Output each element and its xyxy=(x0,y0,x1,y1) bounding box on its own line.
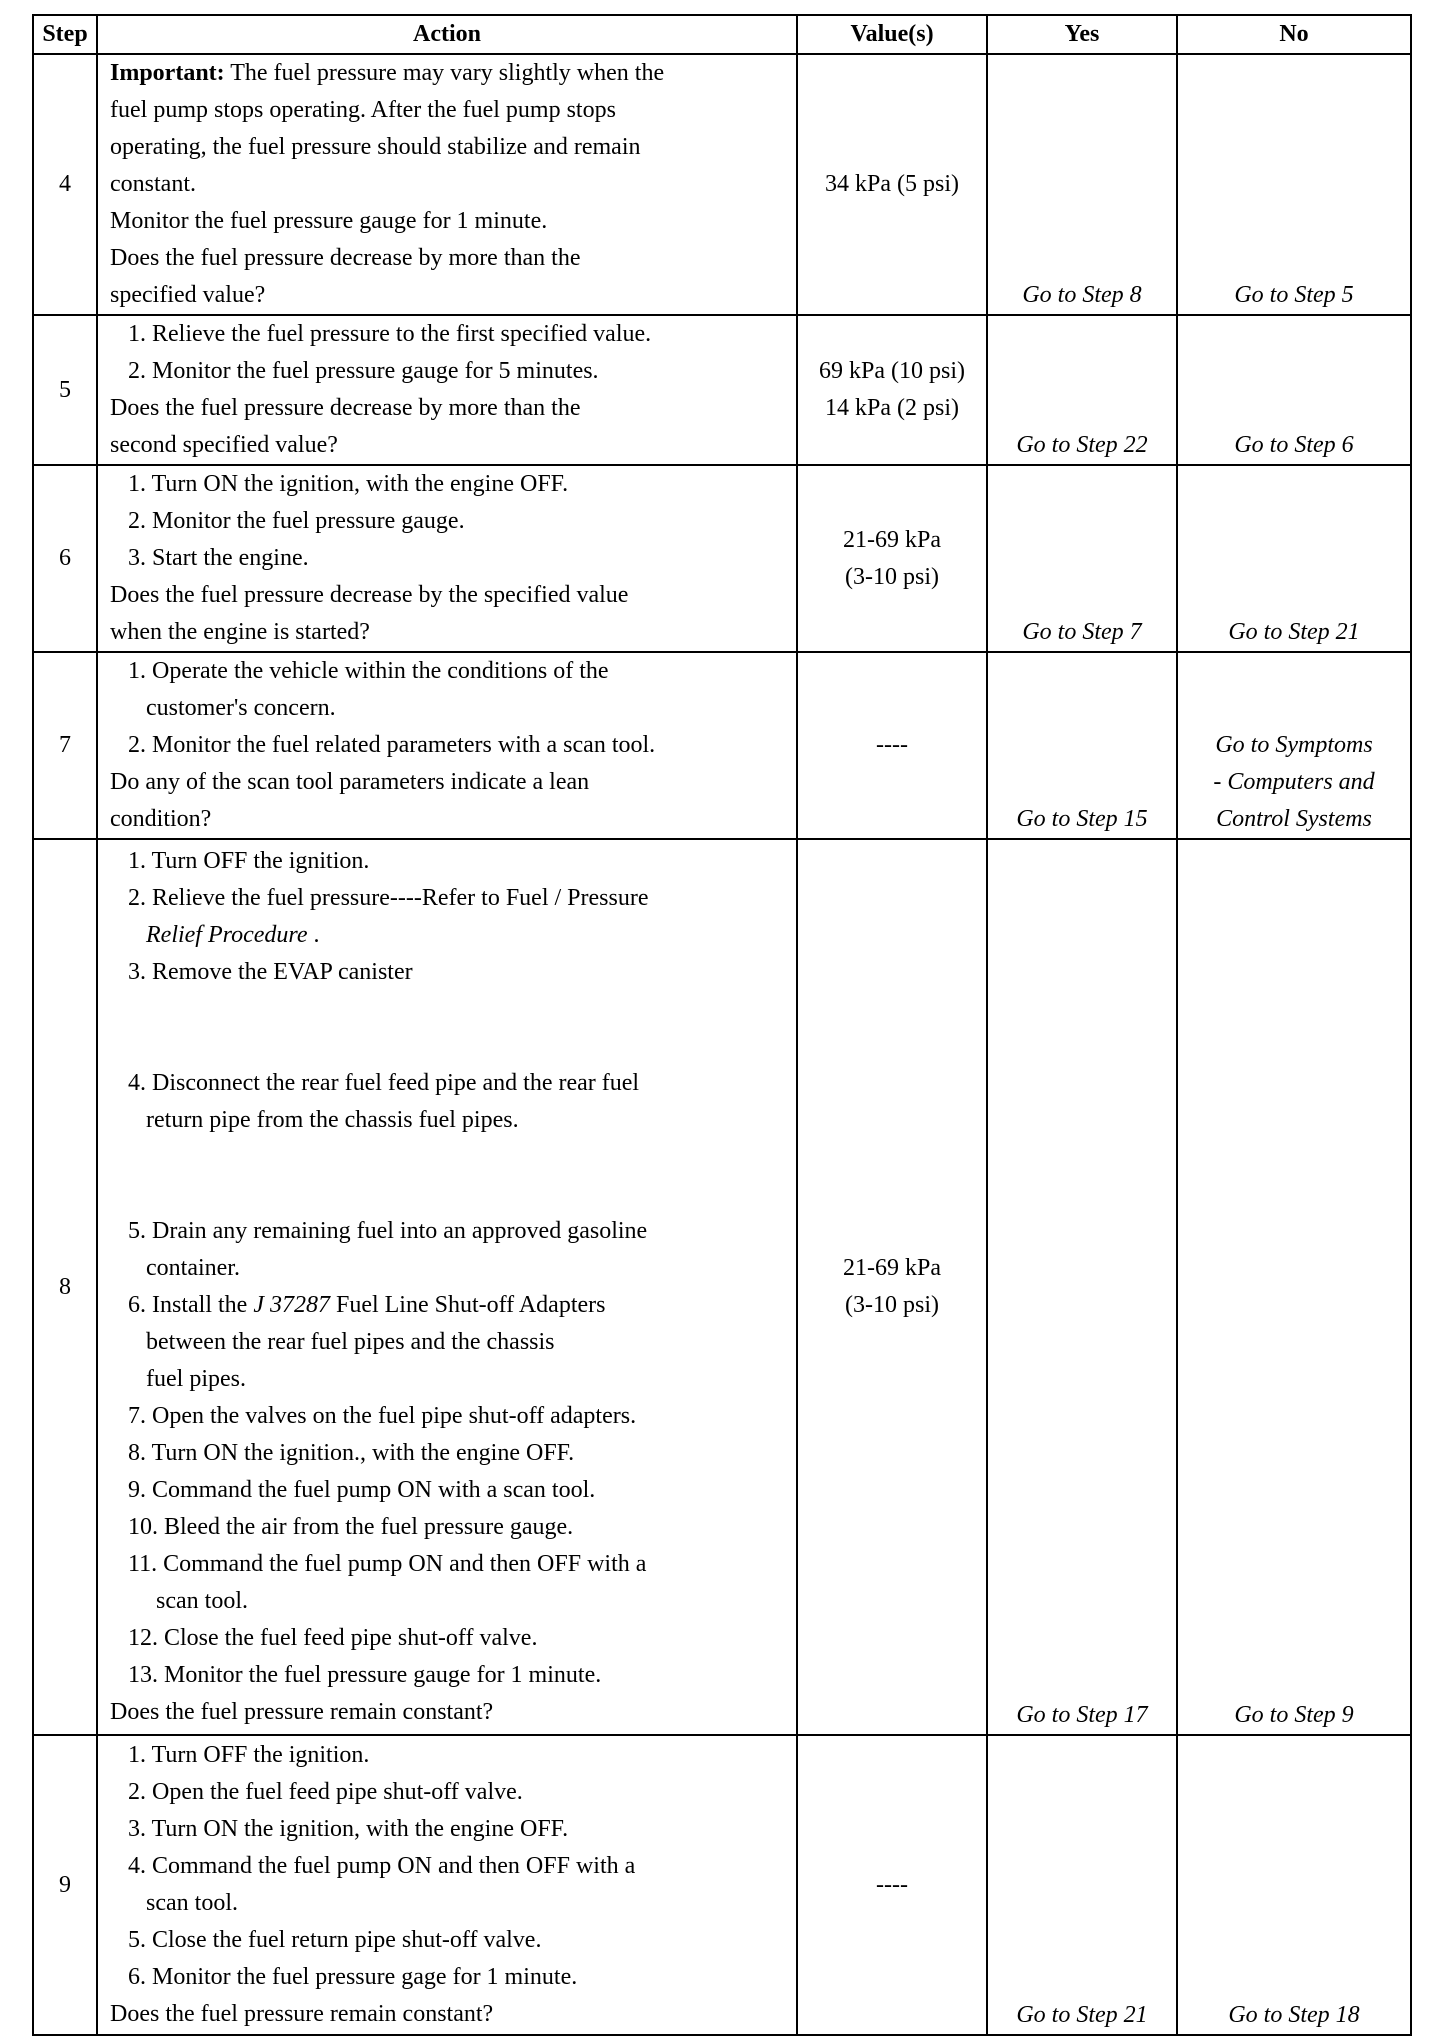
value-line: 14 kPa (2 psi) xyxy=(825,395,959,421)
action-line: 1. Operate the vehicle within the conditions of the xyxy=(128,658,609,684)
action-line: scan tool. xyxy=(156,1588,248,1614)
action-line: constant. xyxy=(110,171,196,197)
spacer xyxy=(110,1139,784,1213)
value-line: (3-10 psi) xyxy=(845,563,939,590)
action-line: Relief Procedure . xyxy=(146,922,320,948)
action-line: when the engine is started? xyxy=(110,619,370,645)
step-number: 9 xyxy=(33,1735,97,2035)
action-line: 2. Open the fuel feed pipe shut-off valve. xyxy=(128,1779,523,1805)
action-line: 2. Monitor the fuel pressure gauge. xyxy=(128,508,465,534)
value-line: 69 kPa (10 psi) xyxy=(819,358,965,384)
action-line: 3. Turn ON the ignition, with the engine OFF. xyxy=(128,1816,569,1842)
action-cell xyxy=(97,54,797,315)
action-line: 9. Command the fuel pump ON with a scan tool. xyxy=(128,1477,596,1503)
action-line: 1. Turn OFF the ignition. xyxy=(128,848,370,874)
step-number: 7 xyxy=(33,652,97,839)
action-line: 2. Monitor the fuel pressure gauge for 5 minutes. xyxy=(128,358,599,384)
no-cell: Go to Step 9 xyxy=(1177,839,1411,1735)
step-number: 4 xyxy=(33,54,97,315)
action-line: Does the fuel pressure decrease by more than the xyxy=(110,395,581,421)
value-line: 21-69 kPa xyxy=(843,1255,941,1281)
no-line: - Computers and xyxy=(1213,769,1375,795)
yes-cell: Go to Step 22 xyxy=(987,315,1177,465)
action-line: specified value? xyxy=(110,282,266,308)
action-line: 8. Turn ON the ignition., with the engine OFF. xyxy=(128,1440,575,1466)
value-line: 21-69 kPa xyxy=(843,526,941,553)
action-line: 1. Relieve the fuel pressure to the first specified value. xyxy=(128,321,652,347)
yes-cell: Go to Step 7 xyxy=(987,465,1177,652)
action-line: fuel pump stops operating. After the fuel pump stops xyxy=(110,97,616,123)
action-line: 2. Monitor the fuel related parameters with a scan tool. xyxy=(128,732,656,758)
yes-cell: Go to Step 15 xyxy=(987,652,1177,839)
value-line: (3-10 psi) xyxy=(845,1292,939,1318)
value-cell xyxy=(797,839,987,1735)
action-line: 6. Install the J 37287 Fuel Line Shut-off Adapters xyxy=(128,1292,606,1318)
action-line: second specified value? xyxy=(110,432,338,458)
action-line: customer's concern. xyxy=(146,695,336,721)
action-line: return pipe from the chassis fuel pipes. xyxy=(146,1107,519,1133)
action-line: 7. Open the valves on the fuel pipe shut-off adapters. xyxy=(128,1403,637,1429)
header-row xyxy=(33,15,1411,54)
header-action: Action xyxy=(97,15,797,54)
value-cell xyxy=(797,315,987,465)
action-line: between the rear fuel pipes and the chassis xyxy=(146,1329,555,1355)
action-line: Does the fuel pressure remain constant? xyxy=(110,1699,494,1725)
value-cell: ---- xyxy=(797,652,987,839)
action-line: 10. Bleed the air from the fuel pressure gauge. xyxy=(128,1514,574,1540)
action-line: 13. Monitor the fuel pressure gauge for 1 minute. xyxy=(128,1662,602,1688)
action-line: 1. Turn ON the ignition, with the engine OFF. xyxy=(128,471,569,497)
action-line: scan tool. xyxy=(146,1890,238,1916)
action-line: 3. Start the engine. xyxy=(128,545,309,571)
yes-cell: Go to Step 21 xyxy=(987,1735,1177,2035)
action-line: 12. Close the fuel feed pipe shut-off valve. xyxy=(128,1625,538,1651)
no-line: Control Systems xyxy=(1216,806,1372,832)
value-cell: 34 kPa (5 psi) xyxy=(797,54,987,315)
action-line: 5. Drain any remaining fuel into an approved gasoline xyxy=(128,1218,648,1244)
no-line: Go to Symptoms xyxy=(1215,732,1373,758)
action-line: 6. Monitor the fuel pressure gage for 1 minute. xyxy=(128,1964,578,1990)
action-line: Monitor the fuel pressure gauge for 1 minute. xyxy=(110,208,548,234)
header-yes: Yes xyxy=(987,15,1177,54)
action-line: container. xyxy=(146,1255,240,1281)
no-cell xyxy=(1177,652,1411,839)
yes-cell: Go to Step 17 xyxy=(987,839,1177,1735)
step-row-7 xyxy=(33,652,1411,839)
action-cell xyxy=(97,1735,797,2035)
action-line: condition? xyxy=(110,806,212,832)
action-line: Do any of the scan tool parameters indicate a lean xyxy=(110,769,590,795)
action-line: operating, the fuel pressure should stabilize and remain xyxy=(110,134,641,160)
action-cell xyxy=(97,315,797,465)
step-row-5 xyxy=(33,315,1411,465)
value-cell xyxy=(797,465,987,652)
action-line: Does the fuel pressure remain constant? xyxy=(110,2001,494,2027)
action-line: 2. Relieve the fuel pressure----Refer to Fuel / Pressure xyxy=(128,885,649,911)
step-number: 8 xyxy=(33,839,97,1735)
action-cell xyxy=(97,652,797,839)
action-line: fuel pipes. xyxy=(146,1366,246,1392)
step-number: 6 xyxy=(33,465,97,652)
action-line: Does the fuel pressure decrease by the specified value xyxy=(110,582,629,608)
action-line: 11. Command the fuel pump ON and then OFF with a xyxy=(128,1551,647,1577)
spacer xyxy=(110,991,784,1065)
step-row-8 xyxy=(33,839,1411,1735)
step-row-9 xyxy=(33,1735,1411,2035)
action-cell xyxy=(97,465,797,652)
yes-cell: Go to Step 8 xyxy=(987,54,1177,315)
action-line: 4. Disconnect the rear fuel feed pipe and the rear fuel xyxy=(128,1070,640,1096)
no-cell: Go to Step 18 xyxy=(1177,1735,1411,2035)
step-number: 5 xyxy=(33,315,97,465)
action-line: 3. Remove the EVAP canister xyxy=(128,959,413,985)
action-line: Does the fuel pressure decrease by more than the xyxy=(110,245,581,271)
important-note: Important: The fuel pressure may vary slightly when the xyxy=(110,60,665,86)
action-line: 5. Close the fuel return pipe shut-off valve. xyxy=(128,1927,542,1953)
no-cell: Go to Step 5 xyxy=(1177,54,1411,315)
header-values: Value(s) xyxy=(797,15,987,54)
no-cell: Go to Step 21 xyxy=(1177,465,1411,652)
action-cell xyxy=(97,839,797,1735)
value-cell: ---- xyxy=(797,1735,987,2035)
no-cell: Go to Step 6 xyxy=(1177,315,1411,465)
diagnostic-table xyxy=(32,14,1412,2036)
step-row-6 xyxy=(33,465,1411,652)
action-line: 1. Turn OFF the ignition. xyxy=(128,1742,370,1768)
header-step: Step xyxy=(33,15,97,54)
header-no: No xyxy=(1177,15,1411,54)
action-line: 4. Command the fuel pump ON and then OFF with a xyxy=(128,1853,636,1879)
step-row-4 xyxy=(33,54,1411,315)
